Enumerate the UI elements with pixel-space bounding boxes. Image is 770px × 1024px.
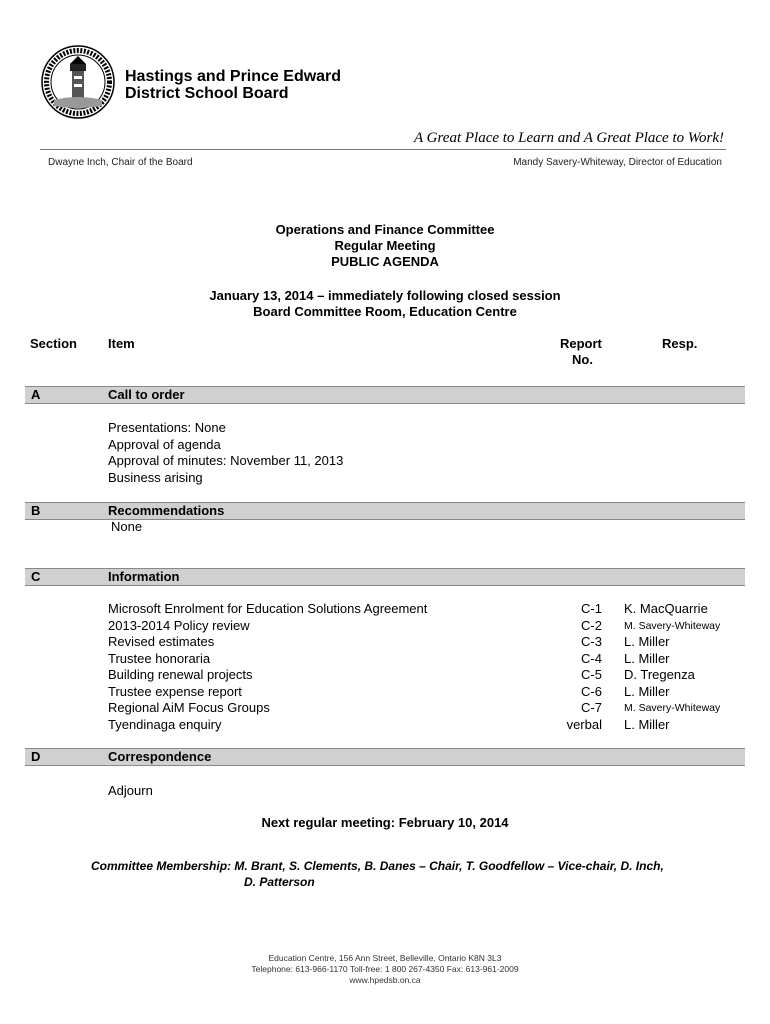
committee-membership: [91, 858, 664, 874]
responsible-person: K. MacQuarrie: [624, 601, 708, 616]
board-chair: Dwayne Inch, Chair of the Board: [48, 157, 193, 168]
agenda-item: 2013-2014 Policy review: [108, 617, 250, 633]
agenda-item: Approval of agenda: [108, 436, 221, 452]
report-number: C-4: [581, 650, 602, 666]
col-item: Item: [108, 336, 135, 351]
responsible-person: M. Savery-Whiteway: [624, 702, 721, 714]
responsible-person: D. Tregenza: [624, 667, 695, 682]
adjourn: Adjourn: [108, 783, 153, 798]
section-name: Recommendations: [108, 503, 225, 518]
agenda-item: Regional AiM Focus Groups: [108, 700, 270, 715]
section-bar-a: [25, 386, 745, 404]
agenda-item: Tyendinaga enquiry: [108, 716, 222, 732]
responsible-person: L. Miller: [624, 650, 670, 666]
meeting-type: Regular Meeting: [334, 238, 436, 253]
section-c-reports: [555, 601, 602, 733]
report-number: C-2: [581, 617, 602, 633]
responsible-person: M. Savery-Whiteway: [624, 619, 721, 632]
section-name: Call to order: [108, 387, 185, 402]
section-bar-d: [25, 748, 745, 766]
section-bar-b: [25, 502, 745, 520]
membership-line1: M. Brant, S. Clements, B. Danes – Chair, T. Goodfellow – Vice-chair, D. Inch,: [234, 859, 664, 873]
agenda-item: Approval of minutes: November 11, 2013: [108, 453, 344, 468]
report-number: verbal: [566, 716, 602, 732]
next-meeting: Next regular meeting: February 10, 2014: [261, 815, 509, 830]
responsible-person: L. Miller: [624, 716, 670, 732]
org-name-line1: Hastings and Prince Edward: [125, 68, 342, 85]
committee-title: Operations and Finance Committee: [275, 222, 495, 237]
director-of-education: Mandy Savery-Whiteway, Director of Education: [513, 157, 722, 168]
section-a-items: [108, 420, 343, 486]
section-c-items: [108, 601, 427, 733]
agenda-item: None: [111, 519, 143, 534]
footer-address: Education Centre, 156 Ann Street, Belleville, Ontario K8N 3L3: [268, 953, 502, 963]
agenda-item: Microsoft Enrolment for Education Solutions Agreement: [108, 601, 428, 616]
section-letter: C: [31, 569, 41, 584]
responsible-person: L. Miller: [624, 634, 670, 649]
responsible-person: L. Miller: [624, 683, 670, 699]
agenda-item: Revised estimates: [108, 634, 215, 649]
header-divider: [40, 149, 726, 150]
membership-label: Committee Membership:: [91, 859, 232, 873]
report-number: C-3: [581, 634, 602, 649]
agenda-item: Business arising: [108, 469, 203, 485]
agenda-item: Presentations: None: [108, 420, 226, 435]
agenda-item: Trustee expense report: [108, 683, 242, 699]
section-name: Information: [108, 569, 180, 584]
agenda-item: Trustee honoraria: [108, 650, 211, 666]
col-resp: Resp.: [662, 336, 698, 351]
agenda-item: Building renewal projects: [108, 667, 253, 682]
meeting-date: January 13, 2014 – immediately following closed session: [209, 288, 561, 303]
section-c-resp: [624, 601, 720, 733]
org-name-line2: District School Board: [125, 85, 289, 102]
meeting-location: Board Committee Room, Education Centre: [253, 304, 517, 319]
section-letter: D: [31, 749, 41, 764]
section-bar-c: [25, 568, 745, 586]
tagline: A Great Place to Learn and A Great Place to Work!: [414, 130, 724, 146]
school-board-logo: [40, 44, 116, 120]
report-number: C-7: [581, 700, 602, 715]
col-section: Section: [30, 336, 77, 351]
section-letter: B: [31, 503, 41, 518]
report-number: C-6: [581, 683, 602, 699]
section-name: Correspondence: [108, 749, 212, 764]
membership-line2: D. Patterson: [244, 875, 315, 889]
col-report: Report: [560, 336, 602, 351]
col-report-no: No.: [572, 352, 593, 367]
report-number: C-5: [581, 667, 602, 682]
section-letter: A: [31, 387, 41, 402]
footer-phones: Telephone: 613-966-1170 Toll-free: 1 800 267-4350 Fax: 613-961-2009: [251, 964, 519, 974]
agenda-label: PUBLIC AGENDA: [331, 254, 439, 269]
footer-website: www.hpedsb.on.ca: [349, 975, 421, 985]
report-number: C-1: [581, 601, 602, 616]
